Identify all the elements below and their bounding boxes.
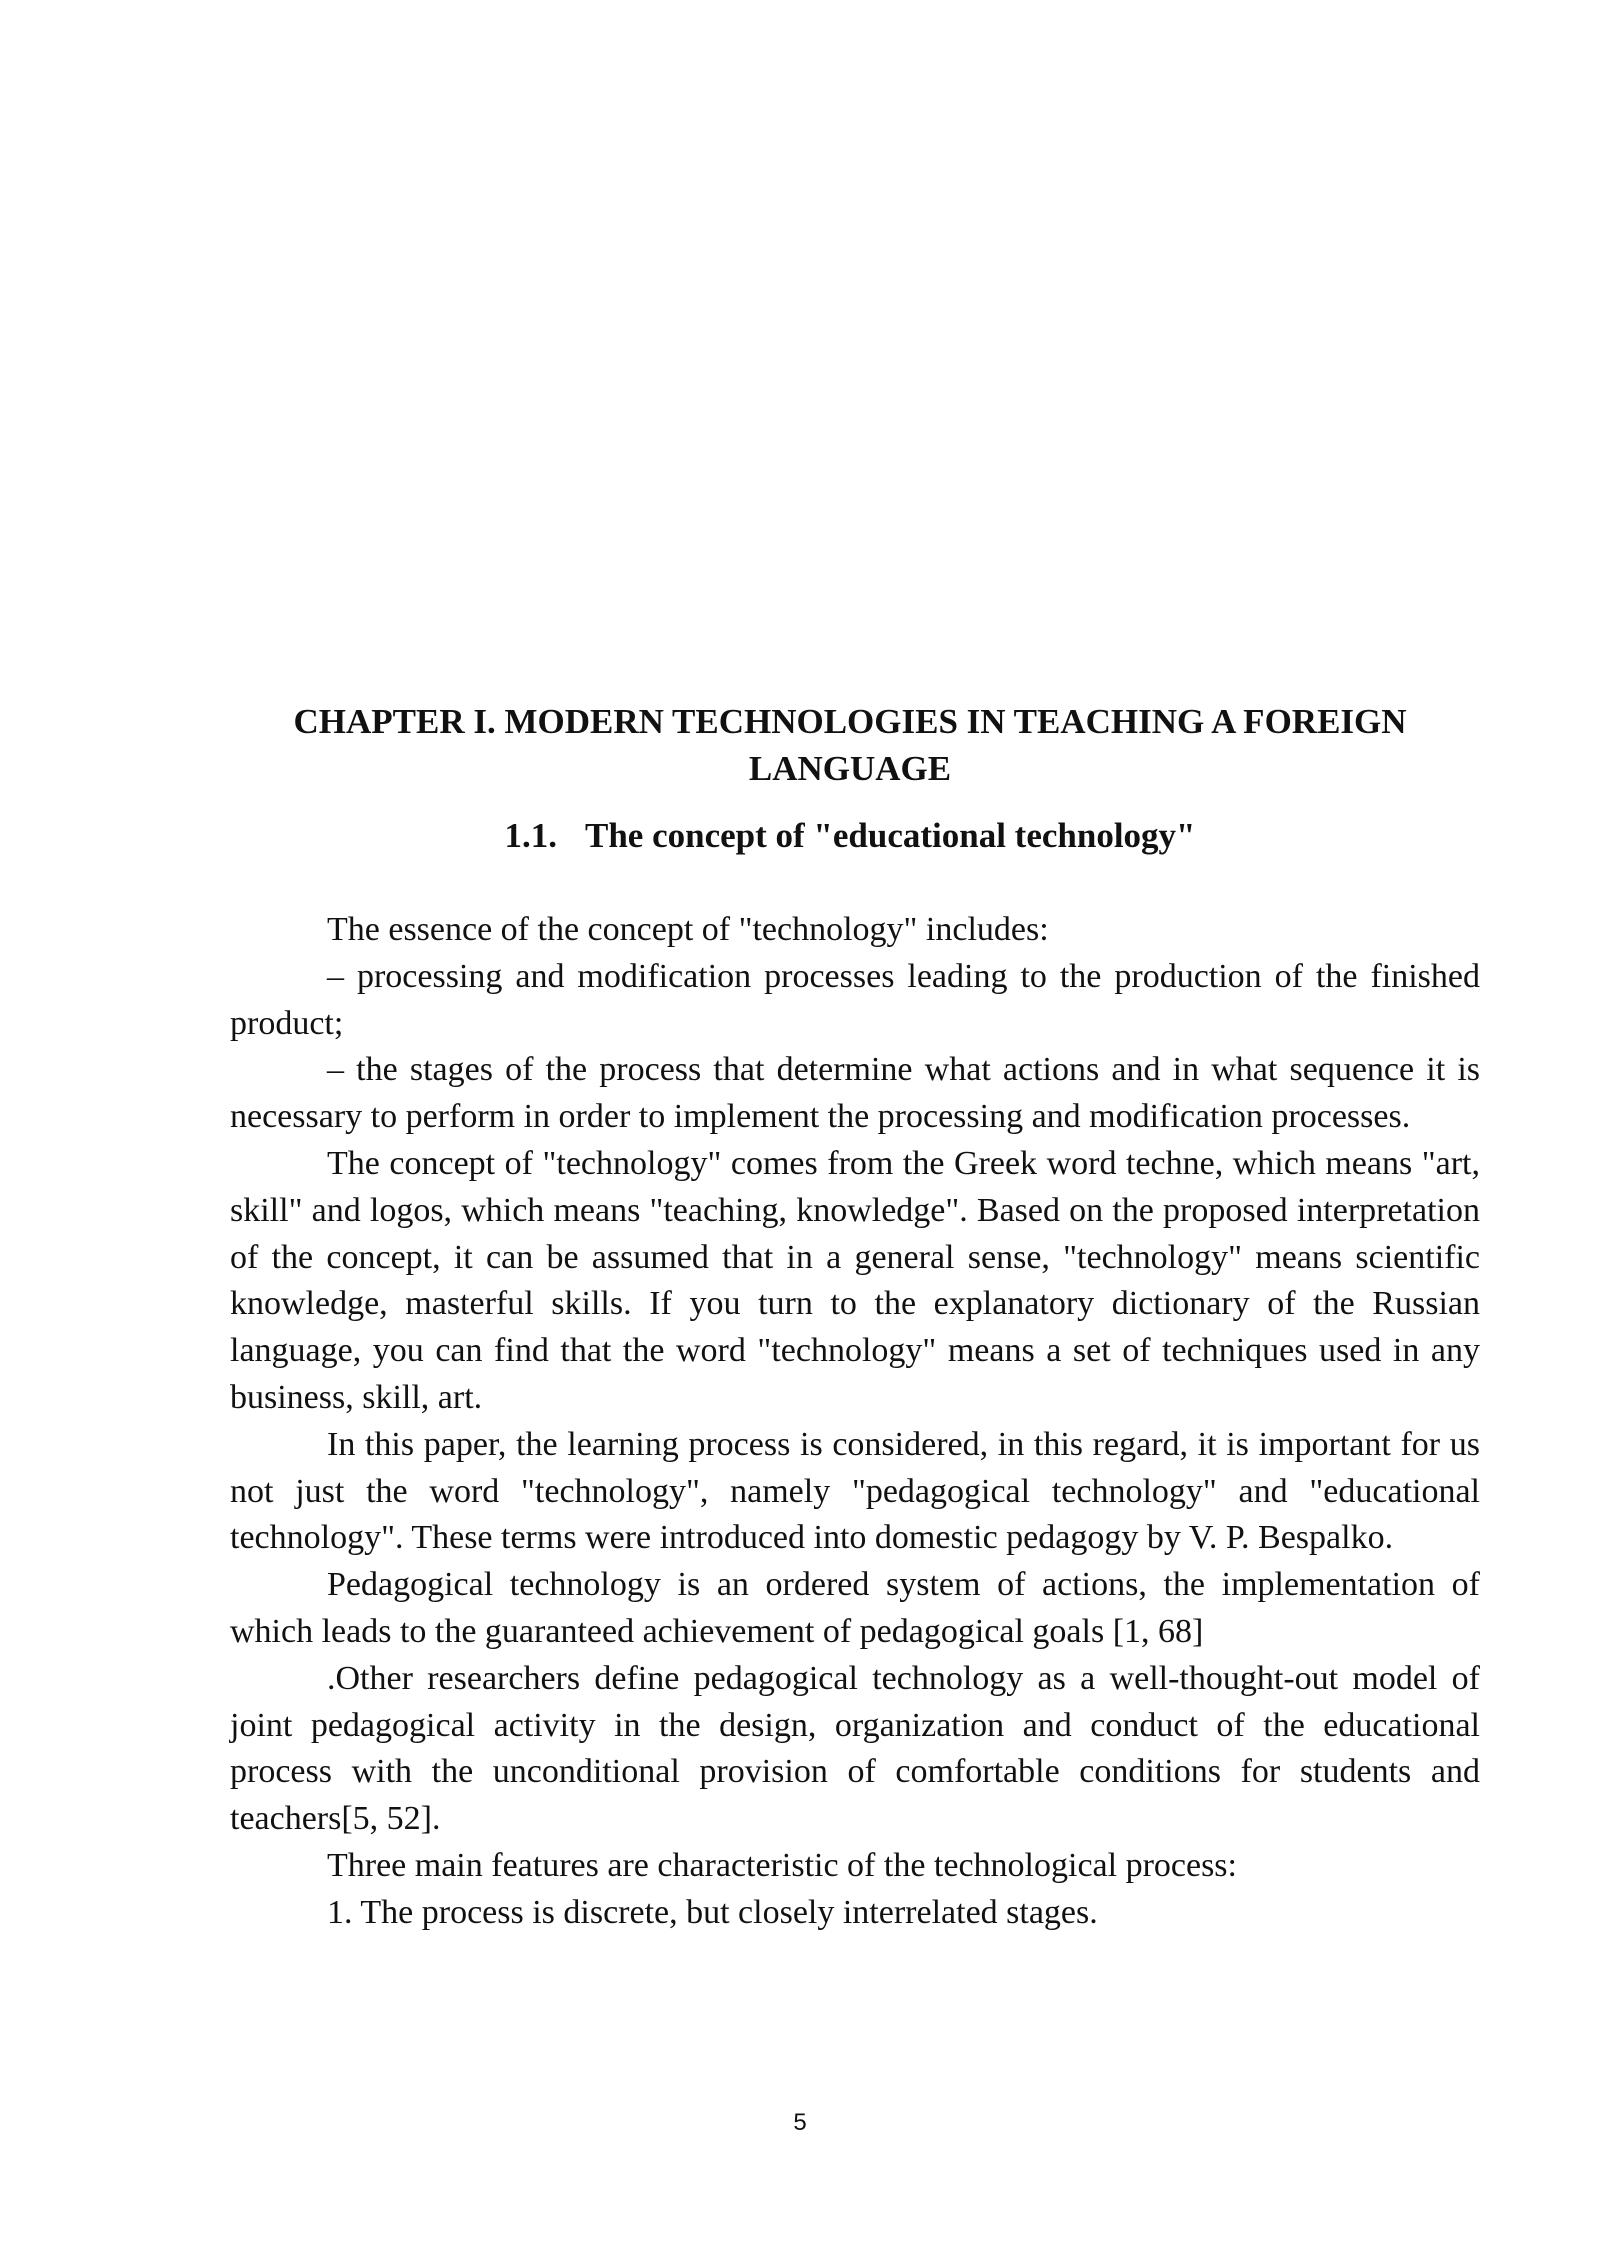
- paragraph: Three main features are characteristic of the technological process:: [327, 1846, 1237, 1884]
- paragraph: .Other researchers define pedagogical technology as a well-thought-out model of joint pedagogical activity in the design, organization and conduct of the educational process with the unconditional provision of comfortable conditions for students and teachers[5, 52].: [230, 1659, 1480, 1838]
- body-text: [230, 907, 1480, 1937]
- chapter-title: [230, 698, 1470, 792]
- paragraph: In this paper, the learning process is considered, in this regard, it is important for us not just the word "technology", namely "pedagogical technology" and "educational technology". These terms were introduced into domestic pedagogy by V. P. Bespalko.: [230, 1425, 1480, 1557]
- paragraph: The concept of "technology" comes from the Greek word techne, which means "art, skill" and logos, which means "teaching, knowledge". Based on the proposed interpretation of the concept, it can be assumed that in a general sense, "technology" means scientific knowledge, masterful skills. If you turn to the explanatory dictionary of the Russian language, you can find that the word "technology" means a set of techniques used in any business, skill, art.: [230, 1144, 1480, 1416]
- paragraph: – the stages of the process that determine what actions and in what sequence it is necessary to perform in order to implement the processing and modification processes.: [230, 1051, 1480, 1136]
- section-title: The concept of "educational technology": [584, 816, 1196, 855]
- chapter-title-line-1: CHAPTER I. MODERN TECHNOLOGIES IN TEACHING A FOREIGN: [293, 702, 1407, 741]
- section-number: 1.1.: [504, 816, 557, 855]
- paragraph: – processing and modification processes leading to the production of the finished product;: [230, 957, 1480, 1042]
- paragraph: Pedagogical technology is an ordered system of actions, the implementation of which leads to the guaranteed achievement of pedagogical goals [1, 68]: [230, 1566, 1480, 1650]
- chapter-title-line-2: LANGUAGE: [748, 749, 952, 788]
- section-heading: [230, 812, 1470, 859]
- paragraph: 1. The process is discrete, but closely interrelated stages.: [327, 1893, 1098, 1931]
- paragraph: The essence of the concept of "technology" includes:: [327, 911, 1049, 948]
- page-number: 5: [793, 2109, 807, 2136]
